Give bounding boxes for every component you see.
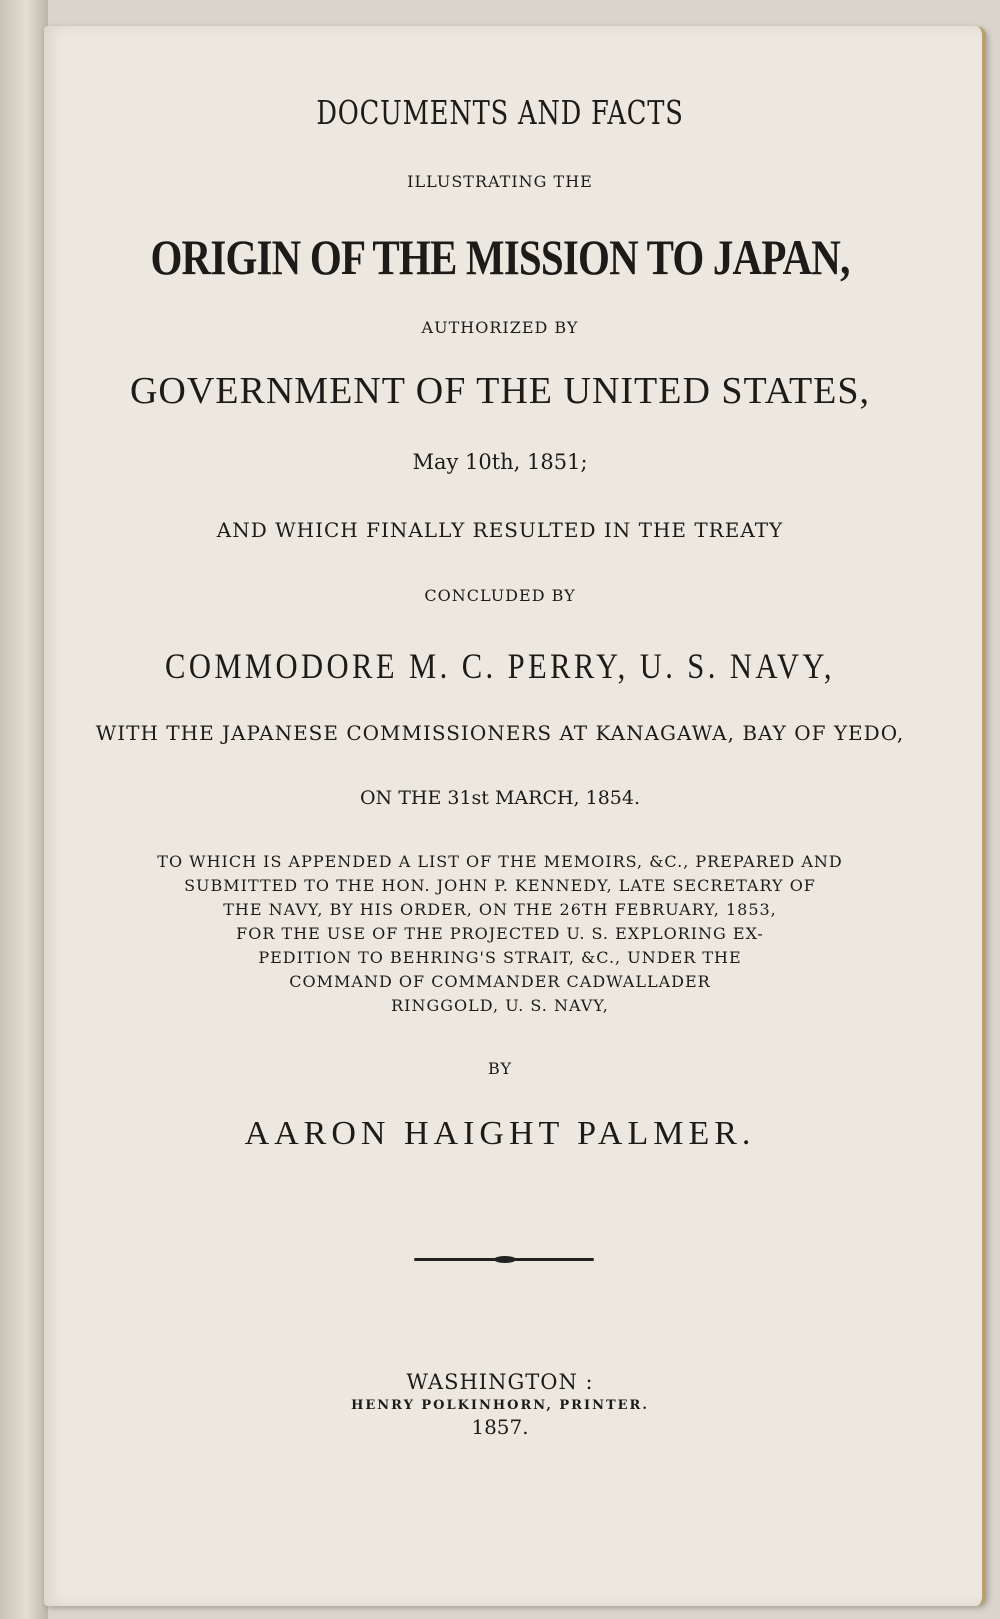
- title-line-illustrating: ILLUSTRATING THE: [407, 172, 593, 191]
- imprint-year: 1857.: [471, 1415, 529, 1439]
- title-line-commissioners: WITH THE JAPANESE COMMISSIONERS AT KANAGAWA, BAY OF YEDO,: [95, 721, 905, 745]
- title-line-origin-of-mission: ORIGIN OF THE MISSION TO JAPAN,: [150, 229, 850, 285]
- title-line-government: GOVERNMENT OF THE UNITED STATES,: [129, 370, 871, 412]
- title-line-documents-and-facts: DOCUMENTS AND FACTS: [316, 93, 684, 132]
- title-line-by: BY: [487, 1059, 513, 1078]
- appendix-line: FOR THE USE OF THE PROJECTED U. S. EXPLORING EX-: [236, 924, 764, 943]
- ornamental-rule: [414, 1258, 594, 1261]
- appendix-line: THE NAVY, BY HIS ORDER, ON THE 26TH FEBRUARY, 1853,: [223, 900, 777, 919]
- title-line-treaty-date: ON THE 31st MARCH, 1854.: [359, 787, 641, 809]
- appendix-line: RINGGOLD, U. S. NAVY,: [391, 996, 609, 1015]
- appendix-paragraph: [0, 850, 1000, 1018]
- title-line-commodore-perry: COMMODORE M. C. PERRY, U. S. NAVY,: [165, 646, 835, 686]
- author-name: AARON HAIGHT PALMER.: [244, 1115, 756, 1152]
- appendix-line: PEDITION TO BEHRING'S STRAIT, &C., UNDER THE: [258, 948, 742, 967]
- title-line-date: May 10th, 1851;: [412, 450, 588, 474]
- appendix-line: COMMAND OF COMMANDER CADWALLADER: [289, 972, 711, 991]
- appendix-line: TO WHICH IS APPENDED A LIST OF THE MEMOIRS, &C., PREPARED AND: [157, 852, 843, 871]
- title-line-authorized-by: AUTHORIZED BY: [421, 318, 579, 337]
- imprint-place: WASHINGTON :: [406, 1370, 594, 1394]
- appendix-line: SUBMITTED TO THE HON. JOHN P. KENNEDY, LATE SECRETARY OF: [184, 876, 816, 895]
- imprint-printer: HENRY POLKINHORN, PRINTER.: [351, 1398, 649, 1413]
- title-line-treaty: AND WHICH FINALLY RESULTED IN THE TREATY: [216, 518, 784, 542]
- title-line-concluded-by: CONCLUDED BY: [424, 586, 576, 605]
